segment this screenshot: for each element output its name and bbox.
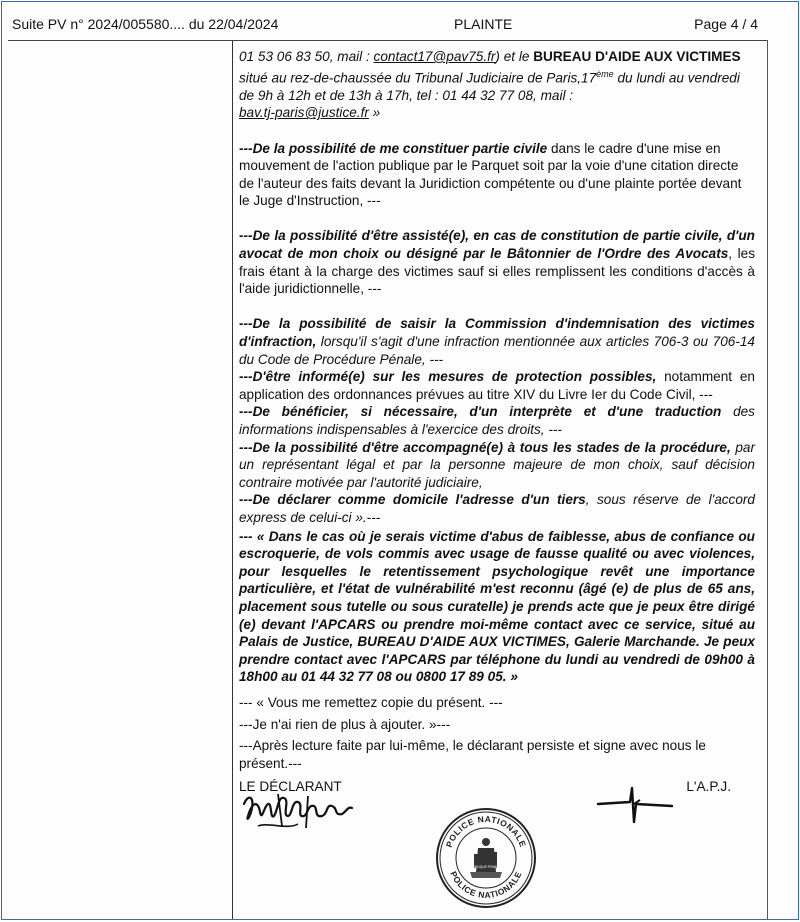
email-link-pav[interactable]: contact17@pav75.fr xyxy=(373,49,496,64)
closing-copy: --- « Vous me remettez copie du présent. --- xyxy=(239,694,503,710)
right-detail: dans le cadre d'une mise en mouvement de l'action publique par le Parquet soit par la voie d'une citation directe de l'auteur des faits devant la Juridiction compétente ou d'une plainte portée devant le Juge d'Instruction, --- xyxy=(239,140,742,209)
document-type: PLAINTE xyxy=(454,16,513,32)
apj-label: L'A.P.J. xyxy=(686,779,731,795)
ordinal-suffix: ème xyxy=(596,68,614,79)
hours-text: du lundi au vendredi de 9h à 12h et de 13h à 17h, tel : 01 44 32 77 08, mail : xyxy=(239,70,740,103)
right-accompagne xyxy=(239,439,755,492)
stamp-top-text: POLICE NATIONALE xyxy=(443,813,529,849)
right-interprete xyxy=(239,403,755,438)
declarant-label: LE DÉCLARANT xyxy=(239,779,342,795)
right-protection xyxy=(239,368,755,403)
pv-reference: Suite PV n° 2024/005580.... du 22/04/2024 xyxy=(12,16,279,32)
apcars-paragraph: --- « Dans le cas où je serais victime d'abus de faiblesse, abus de confiance ou escroquerie, de vols commis avec usage de fausse qualité ou avec violences, pour lesquelles le retentissement psychologique revêt une importance particulière, et l'état de vulnérabilité m'est reconnu (âgé (e) de plus de 65 ans, placement sous tutelle ou sous curatelle) je prends acte que je peux être dirigé (e) devant l'APCARS ou prendre moi-même contact avec ce service, situé au Palais de Justice, BUREAU D'AIDE AUX VICTIMES, Galerie Marchande. Je peux prendre contact avec l'APCARS par téléphone du lundi au vendredi de 09h00 à 18h00 au 01 44 32 77 08 ou 0800 17 89 05. » xyxy=(239,528,755,685)
address-text: situé au rez-de-chaussée du Tribunal Judiciaire de Paris,17 xyxy=(239,70,597,86)
phone-text: 01 53 06 83 50, mail : xyxy=(239,49,374,64)
declarant-signature xyxy=(238,786,358,841)
right-commission xyxy=(239,315,755,368)
right-partie-civile xyxy=(239,140,755,210)
right-title: ---D'être informé(e) sur les mesures de protection possibles, xyxy=(239,369,657,385)
right-title: ---De déclarer comme domicile l'adresse d'un tiers xyxy=(239,492,586,508)
right-title: ---De la possibilité de me constituer partie civile xyxy=(239,140,548,156)
right-domicile xyxy=(239,491,755,526)
right-detail: , sous réserve de l'accord express de celui-ci ».--- xyxy=(239,492,755,525)
stamp-center-text: RÉPUBLIQUE FRANÇAISE xyxy=(466,865,506,869)
right-avocat xyxy=(239,227,755,297)
right-detail: des informations indispensables à l'exercice des droits, --- xyxy=(239,404,755,437)
police-nationale-stamp xyxy=(434,806,538,915)
email-link-bav[interactable]: bav.tj-paris@justice.fr xyxy=(239,105,369,121)
right-margin-rule xyxy=(767,40,768,919)
document-page xyxy=(1,1,799,920)
closing-signature-statement: ---Après lecture faite par lui-même, le déclarant persiste et signe avec nous le présent.--- xyxy=(239,738,706,771)
apj-signature xyxy=(596,782,676,837)
right-detail: , les frais étant à la charge des victimes sauf si elles remplissent les conditions d'accès à l'aide juridictionnelle, --- xyxy=(239,246,755,297)
bureau-name: BUREAU D'AIDE AUX VICTIMES xyxy=(533,49,741,64)
connector-text: ) et le xyxy=(495,49,534,64)
contact-paragraph xyxy=(239,48,755,122)
right-title: ---De bénéficier, si nécessaire, d'un interprète et d'une traduction xyxy=(239,404,722,420)
right-title: ---De la possibilité d'être accompagné(e) à tous les stades de la procédure, xyxy=(239,439,731,455)
quote-end: » xyxy=(368,105,381,121)
right-detail: notamment en application des ordonnances prévues au titre XIV du Livre Ier du Code Civil, --- xyxy=(239,369,755,402)
left-margin-rule xyxy=(232,40,233,919)
page-header xyxy=(12,16,758,34)
stamp-bottom-text: POLICE NATIONALE xyxy=(448,869,524,901)
document-body xyxy=(239,48,755,798)
header-rule xyxy=(8,40,768,41)
right-detail: lorsqu'il s'agit d'une infraction mentionnée aux articles 706-3 ou 706-14 du Code de Procédure Pénale, --- xyxy=(239,334,755,367)
page-number: Page 4 / 4 xyxy=(694,16,758,32)
closing-nothing-more: ---Je n'ai rien de plus à ajouter. »--- xyxy=(239,716,451,732)
right-title: ---De la possibilité de saisir la Commission d'indemnisation des victimes d'infraction, xyxy=(239,316,755,350)
right-title: ---De la possibilité d'être assisté(e), en cas de constitution de partie civile, d'un avocat de mon choix ou désigné par le Bâtonnier de l'Ordre des Avocats xyxy=(239,228,755,262)
right-detail: par un représentant légal et par la personne majeure de mon choix, sauf décision contraire motivée par l'autorité judiciaire, xyxy=(239,439,755,490)
